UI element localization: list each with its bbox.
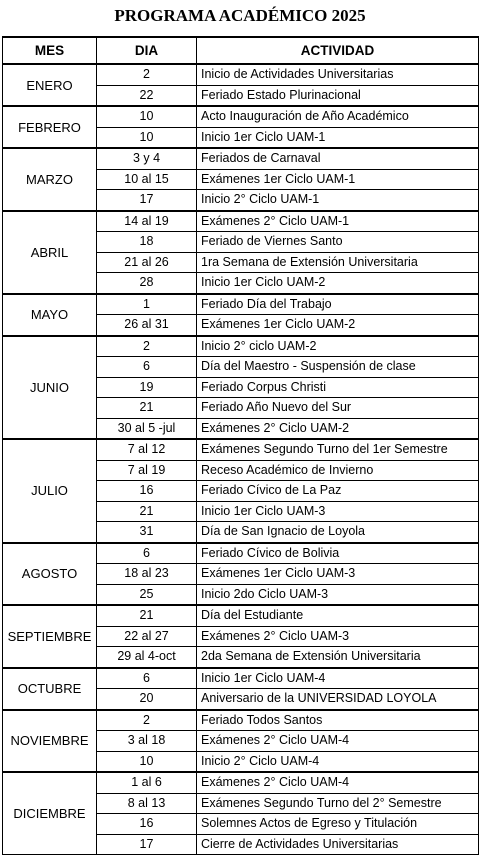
- day-cell: 18 al 23: [97, 564, 197, 585]
- day-cell: 1: [97, 294, 197, 315]
- month-cell: FEBRERO: [3, 106, 97, 148]
- day-cell: 21: [97, 398, 197, 419]
- table-body: [3, 64, 479, 855]
- activity-cell: Día de San Ignacio de Loyola: [197, 522, 479, 543]
- month-cell: SEPTIEMBRE: [3, 605, 97, 668]
- academic-calendar-table: [2, 36, 479, 855]
- table-row: [3, 605, 479, 626]
- day-cell: 17: [97, 190, 197, 211]
- activity-cell: Inicio 1er Ciclo UAM-3: [197, 501, 479, 522]
- activity-cell: Inicio 1er Ciclo UAM-2: [197, 273, 479, 294]
- activity-cell: Exámenes Segundo Turno del 1er Semestre: [197, 439, 479, 460]
- month-cell: NOVIEMBRE: [3, 710, 97, 773]
- day-cell: 16: [97, 814, 197, 835]
- month-cell: DICIEMBRE: [3, 772, 97, 855]
- day-cell: 16: [97, 481, 197, 502]
- day-cell: 28: [97, 273, 197, 294]
- activity-cell: Inicio 2° Ciclo UAM-1: [197, 190, 479, 211]
- day-cell: 22 al 27: [97, 626, 197, 647]
- activity-cell: Inicio de Actividades Universitarias: [197, 64, 479, 85]
- activity-cell: Feriados de Carnaval: [197, 148, 479, 169]
- day-cell: 6: [97, 543, 197, 564]
- header-mes: MES: [3, 37, 97, 64]
- day-cell: 21: [97, 605, 197, 626]
- day-cell: 6: [97, 668, 197, 689]
- activity-cell: Exámenes 2° Ciclo UAM-4: [197, 772, 479, 793]
- activity-cell: 1ra Semana de Extensión Universitaria: [197, 252, 479, 273]
- activity-cell: Solemnes Actos de Egreso y Titulación: [197, 814, 479, 835]
- activity-cell: Exámenes 1er Ciclo UAM-3: [197, 564, 479, 585]
- day-cell: 20: [97, 689, 197, 710]
- day-cell: 10 al 15: [97, 169, 197, 190]
- activity-cell: Feriado Cívico de Bolivia: [197, 543, 479, 564]
- table-row: [3, 106, 479, 127]
- table-row: [3, 439, 479, 460]
- activity-cell: Exámenes 1er Ciclo UAM-2: [197, 315, 479, 336]
- activity-cell: Inicio 1er Ciclo UAM-4: [197, 668, 479, 689]
- day-cell: 25: [97, 584, 197, 605]
- table-header-row: [3, 37, 479, 64]
- month-cell: MARZO: [3, 148, 97, 211]
- month-cell: MAYO: [3, 294, 97, 336]
- activity-cell: Día del Maestro - Suspensión de clase: [197, 357, 479, 378]
- day-cell: 2: [97, 64, 197, 85]
- table-row: [3, 336, 479, 357]
- day-cell: 30 al 5 -jul: [97, 418, 197, 439]
- month-cell: OCTUBRE: [3, 668, 97, 710]
- day-cell: 2: [97, 710, 197, 731]
- activity-cell: Feriado Estado Plurinacional: [197, 85, 479, 106]
- table-row: [3, 294, 479, 315]
- month-cell: JUNIO: [3, 336, 97, 440]
- day-cell: 8 al 13: [97, 793, 197, 814]
- day-cell: 29 al 4-oct: [97, 647, 197, 668]
- day-cell: 21 al 26: [97, 252, 197, 273]
- day-cell: 18: [97, 232, 197, 253]
- day-cell: 2: [97, 336, 197, 357]
- table-row: [3, 668, 479, 689]
- activity-cell: Exámenes 2° Ciclo UAM-2: [197, 418, 479, 439]
- activity-cell: Inicio 2° ciclo UAM-2: [197, 336, 479, 357]
- day-cell: 1 al 6: [97, 772, 197, 793]
- day-cell: 10: [97, 127, 197, 148]
- day-cell: 6: [97, 357, 197, 378]
- page-title: PROGRAMA ACADÉMICO 2025: [114, 6, 366, 25]
- table-row: [3, 211, 479, 232]
- table-row: [3, 148, 479, 169]
- day-cell: 22: [97, 85, 197, 106]
- table-row: [3, 64, 479, 85]
- activity-cell: 2da Semana de Extensión Universitaria: [197, 647, 479, 668]
- activity-cell: Exámenes Segundo Turno del 2° Semestre: [197, 793, 479, 814]
- activity-cell: Receso Académico de Invierno: [197, 460, 479, 481]
- day-cell: 10: [97, 751, 197, 772]
- table-row: [3, 543, 479, 564]
- activity-cell: Feriado de Viernes Santo: [197, 232, 479, 253]
- activity-cell: Feriado Corpus Christi: [197, 377, 479, 398]
- table-row: [3, 772, 479, 793]
- activity-cell: Feriado Cívico de La Paz: [197, 481, 479, 502]
- activity-cell: Inicio 2do Ciclo UAM-3: [197, 584, 479, 605]
- activity-cell: Aniversario de la UNIVERSIDAD LOYOLA: [197, 689, 479, 710]
- activity-cell: Exámenes 1er Ciclo UAM-1: [197, 169, 479, 190]
- day-cell: 31: [97, 522, 197, 543]
- activity-cell: Feriado Todos Santos: [197, 710, 479, 731]
- day-cell: 10: [97, 106, 197, 127]
- activity-cell: Exámenes 2° Ciclo UAM-1: [197, 211, 479, 232]
- header-dia: DIA: [97, 37, 197, 64]
- day-cell: 7 al 12: [97, 439, 197, 460]
- day-cell: 3 al 18: [97, 731, 197, 752]
- day-cell: 19: [97, 377, 197, 398]
- day-cell: 17: [97, 834, 197, 855]
- activity-cell: Día del Estudiante: [197, 605, 479, 626]
- month-cell: ABRIL: [3, 211, 97, 294]
- activity-cell: Feriado Año Nuevo del Sur: [197, 398, 479, 419]
- month-cell: JULIO: [3, 439, 97, 543]
- day-cell: 14 al 19: [97, 211, 197, 232]
- activity-cell: Cierre de Actividades Universitarias: [197, 834, 479, 855]
- activity-cell: Acto Inauguración de Año Académico: [197, 106, 479, 127]
- activity-cell: Exámenes 2° Ciclo UAM-3: [197, 626, 479, 647]
- day-cell: 7 al 19: [97, 460, 197, 481]
- month-cell: ENERO: [3, 64, 97, 106]
- activity-cell: Exámenes 2° Ciclo UAM-4: [197, 731, 479, 752]
- day-cell: 21: [97, 501, 197, 522]
- activity-cell: Inicio 2° Ciclo UAM-4: [197, 751, 479, 772]
- activity-cell: Feriado Día del Trabajo: [197, 294, 479, 315]
- table-row: [3, 710, 479, 731]
- month-cell: AGOSTO: [3, 543, 97, 606]
- activity-cell: Inicio 1er Ciclo UAM-1: [197, 127, 479, 148]
- day-cell: 26 al 31: [97, 315, 197, 336]
- day-cell: 3 y 4: [97, 148, 197, 169]
- header-actividad: ACTIVIDAD: [197, 37, 479, 64]
